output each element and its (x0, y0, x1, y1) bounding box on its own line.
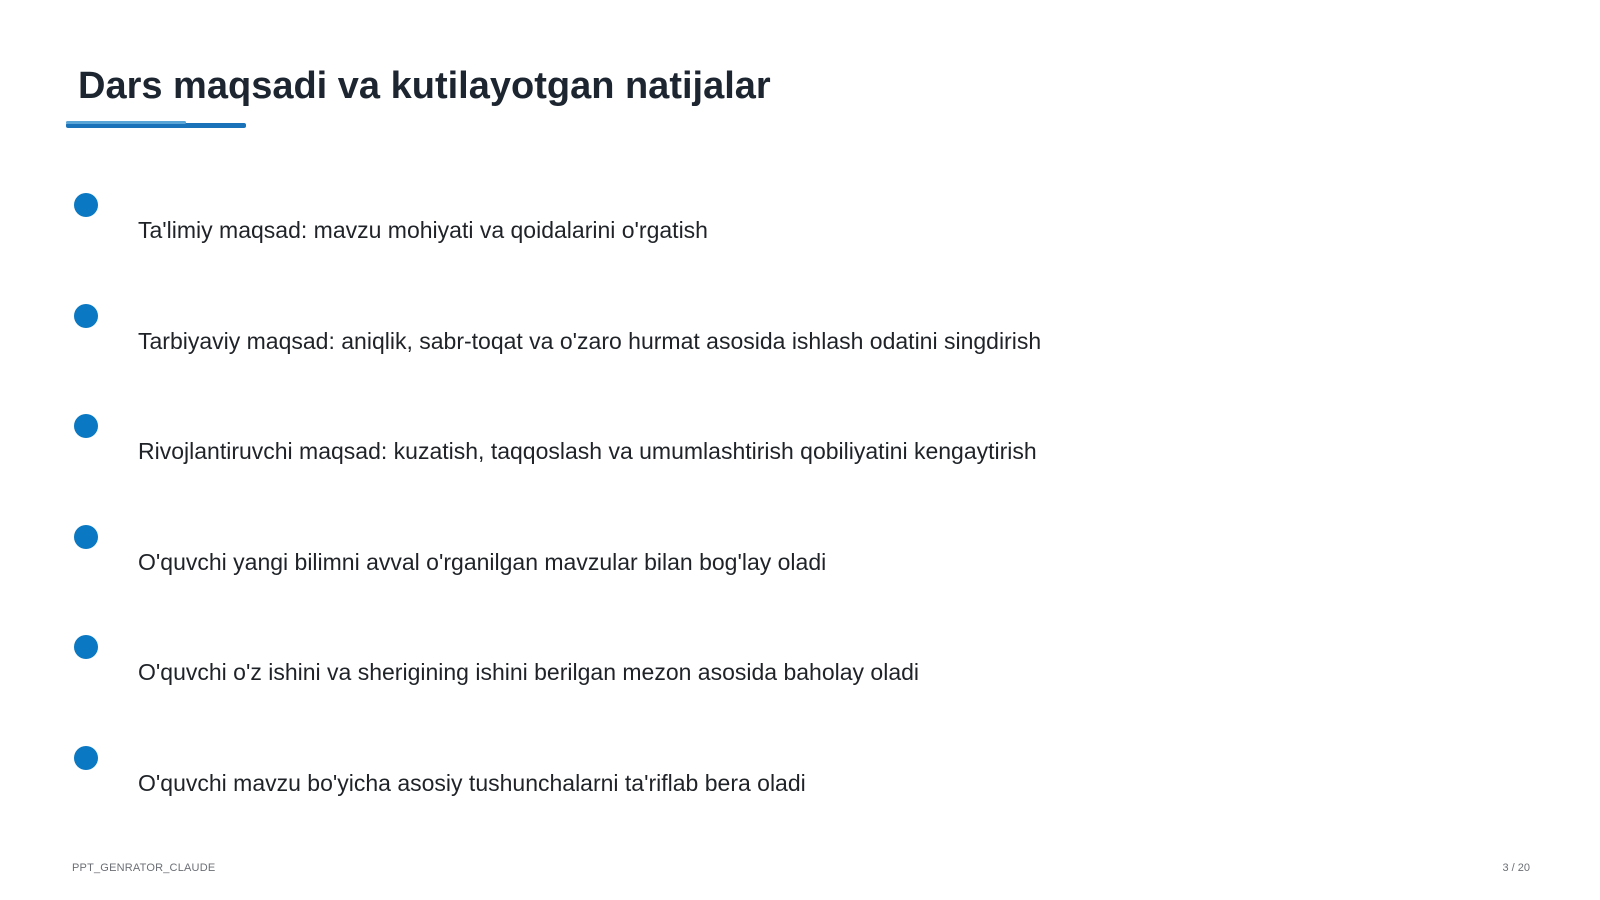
bullet-item (0, 635, 1600, 695)
bullet-item (0, 193, 1600, 253)
bullet-dot-icon (74, 193, 98, 217)
bullet-item (0, 414, 1600, 474)
bullet-text: O'quvchi mavzu bo'yicha asosiy tushunchalarni ta'riflab bera oladi (138, 770, 806, 796)
bullet-item (0, 525, 1600, 585)
slide-title: Dars maqsadi va kutilayotgan natijalar (78, 65, 771, 107)
bullet-text: O'quvchi yangi bilimni avval o'rganilgan mavzular bilan bog'lay oladi (138, 549, 827, 575)
bullet-text: Ta'limiy maqsad: mavzu mohiyati va qoidalarini o'rgatish (138, 217, 708, 243)
bullet-dot-icon (74, 746, 98, 770)
footer-source: PPT_GENRATOR_CLAUDE (72, 862, 216, 874)
bullet-dot-icon (74, 304, 98, 328)
bullet-item (0, 304, 1600, 364)
bullet-text: O'quvchi o'z ishini va sherigining ishini berilgan mezon asosida baholay oladi (138, 659, 920, 685)
bullet-dot-icon (74, 414, 98, 438)
bullet-item (0, 746, 1600, 806)
bullet-text: Rivojlantiruvchi maqsad: kuzatish, taqqoslash va umumlashtirish qobiliyatini kengaytirish (138, 438, 1037, 464)
bullet-text: Tarbiyaviy maqsad: aniqlik, sabr-toqat va o'zaro hurmat asosida ishlash odatini singdirish (138, 328, 1042, 354)
bullet-dot-icon (74, 635, 98, 659)
page-number: 3 / 20 (1502, 862, 1530, 874)
bullet-dot-icon (74, 525, 98, 549)
